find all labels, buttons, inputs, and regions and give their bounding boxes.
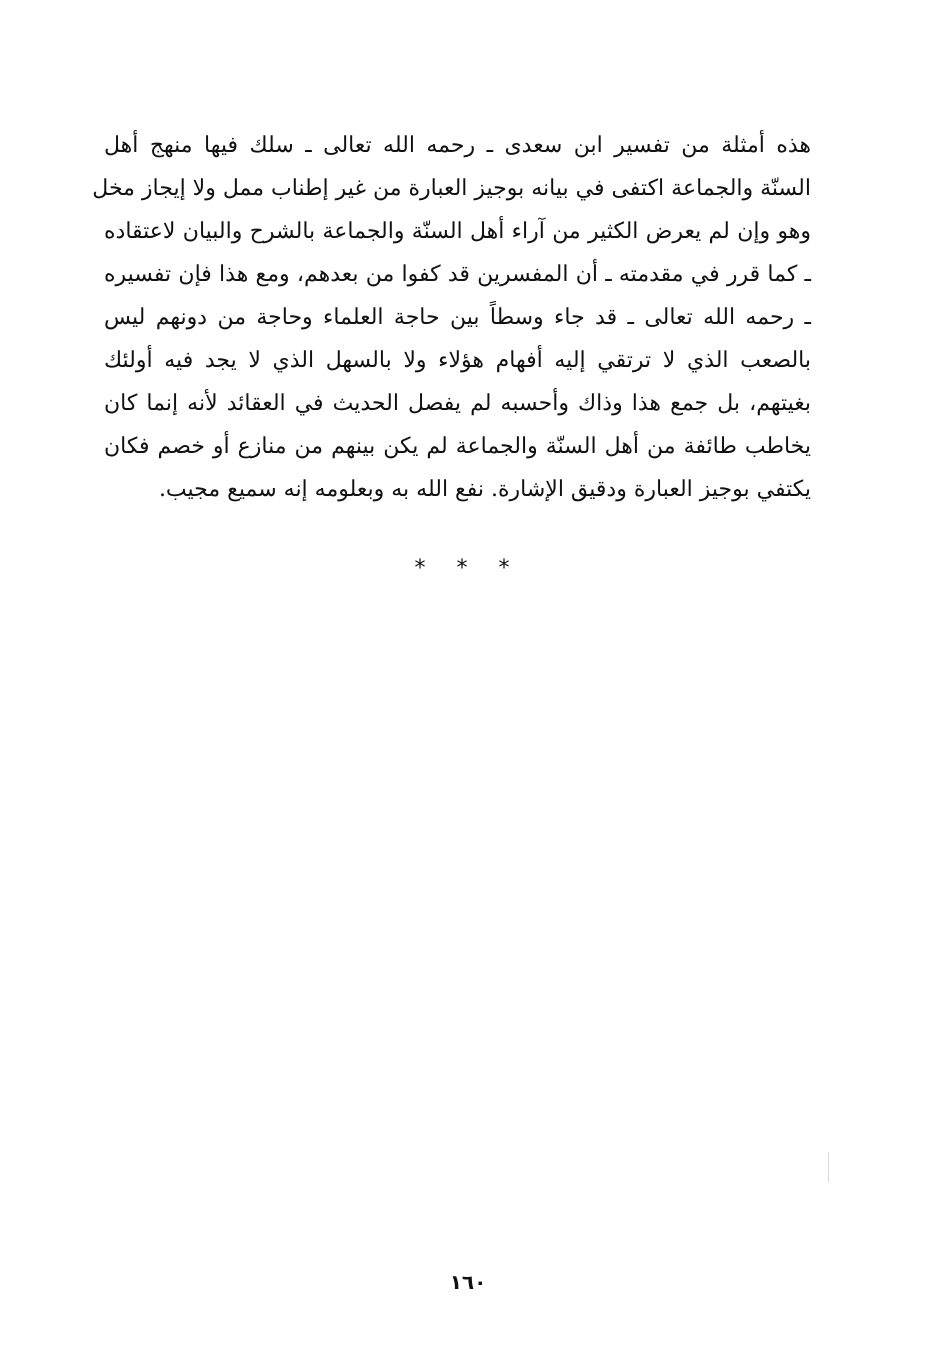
margin-mark: [828, 1152, 829, 1182]
paragraph-line-8: يخاطب طائفة من أهل السنّة والجماعة لم يكن بينهم من منازع أو خصم فكان: [104, 434, 811, 459]
paragraph-line-5: ـ رحمه الله تعالى ـ قد جاء وسطاً بين حاجة العلماء وحاجة من دونهم ليس: [104, 305, 811, 330]
paragraph-line-4: ـ كما قرر في مقدمته ـ أن المفسرين قد كفوا من بعدهم، ومع هذا فإن تفسيره: [104, 262, 811, 287]
paragraph-line-7: بغيتهم، بل جمع هذا وذاك وأحسبه لم يفصل الحديث في العقائد لأنه إنما كان: [104, 391, 811, 416]
paragraph-line-3: وهو وإن لم يعرض الكثير من آراء أهل السنّة والجماعة بالشرح والبيان لاعتقاده: [104, 219, 811, 244]
paragraph-line-1: هذه أمثلة من تفسير ابن سعدى ـ رحمه الله تعالى ـ سلك فيها منهج أهل: [104, 133, 811, 158]
paragraph-line-9: يكتفي بوجيز العبارة ودقيق الإشارة. نفع الله به وبعلومه إنه سميع مجيب.: [158, 477, 811, 502]
body-paragraph: [92, 124, 811, 511]
paragraph-line-6: بالصعب الذي لا ترتقي إليه أفهام هؤلاء ولا بالسهل الذي لا يجد فيه أولئك: [104, 348, 811, 373]
paragraph-line-2: السنّة والجماعة اكتفى في بيانه بوجيز العبارة من غير إطناب ممل ولا إيجاز مخل: [92, 176, 811, 201]
section-separator: * * *: [414, 556, 522, 581]
page-number: ١٦٠: [449, 1270, 487, 1294]
